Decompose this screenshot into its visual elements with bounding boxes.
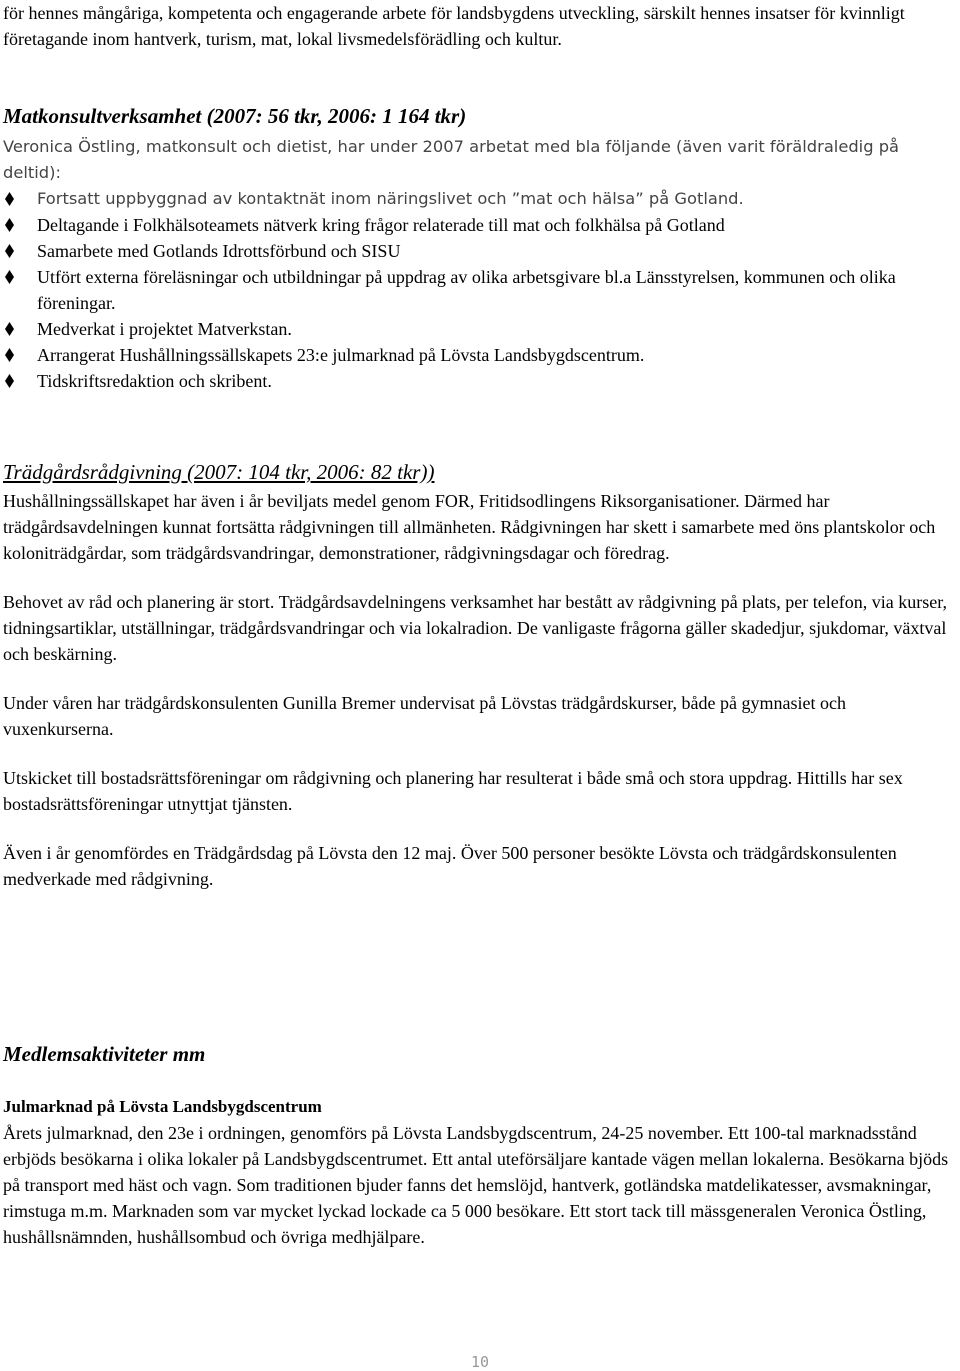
section-heading-tradgard: Trädgårdsrådgivning (2007: 104 tkr, 2006: 82 tkr)): [3, 460, 435, 484]
list-item: [3, 368, 960, 394]
list-item: [3, 212, 960, 238]
section-matkonsult: [3, 102, 960, 394]
list-item-text: Fortsatt uppbyggnad av kontaktnät inom näringslivet och ”mat och hälsa” på Gotland.: [37, 189, 744, 208]
page-number: 10: [470, 1353, 490, 1371]
matkonsult-list: [3, 186, 960, 394]
list-item: [3, 264, 960, 316]
list-item-text: Samarbete med Gotlands Idrottsförbund och SISU: [37, 241, 401, 261]
diamond-bullet-icon: [5, 192, 14, 206]
matkonsult-intro: Veronica Östling, matkonsult och dietist, har under 2007 arbetat med bla följande (även varit föräldraledig på deltid):: [3, 137, 900, 182]
section-heading-medlem: Medlemsaktiviteter mm: [3, 1042, 206, 1066]
list-item: [3, 342, 960, 368]
list-item: [3, 316, 960, 342]
diamond-bullet-icon: [5, 322, 14, 336]
list-item: [3, 186, 960, 212]
list-item-text: Tidskriftsredaktion och skribent.: [37, 371, 272, 391]
diamond-bullet-icon: [5, 374, 14, 388]
diamond-bullet-icon: [5, 244, 14, 258]
section-tradgard: [3, 458, 960, 892]
list-item-text: Arrangerat Hushållningssällskapets 23:e julmarknad på Lövsta Landsbygdscentrum.: [37, 345, 645, 365]
diamond-bullet-icon: [5, 348, 14, 362]
tradgard-paragraph-4: Utskicket till bostadsrättsföreningar om rådgivning och planering har resulterat i både små och stora uppdrag. Hittills har sex bostadsrättsföreningar utnyttjat tjänsten.: [3, 768, 903, 814]
section-medlem: [3, 1040, 960, 1250]
list-item: [3, 238, 960, 264]
subheading-julmarknad: Julmarknad på Lövsta Landsbygdscentrum: [3, 1097, 322, 1116]
list-item-text: Medverkat i projektet Matverkstan.: [37, 319, 292, 339]
tradgard-paragraph-5: Även i år genomfördes en Trädgårdsdag på Lövsta den 12 maj. Över 500 personer besökte Lövsta och trädgårdskonsulenten medverkade med rådgivning.: [3, 843, 897, 889]
intro-paragraph: för hennes mångåriga, kompetenta och engagerande arbete för landsbygdens utveckling, särskilt hennes insatser för kvinnligt företagande inom hantverk, turism, mat, lokal livsmedelsförädling och kultur.: [3, 3, 905, 49]
list-item-text: Utfört externa föreläsningar och utbildningar på uppdrag av olika arbetsgivare bl.a Länsstyrelsen, kommunen och olika föreningar.: [37, 267, 896, 313]
tradgard-paragraph-2: Behovet av råd och planering är stort. Trädgårdsavdelningens verksamhet har bestått av rådgivning på plats, per telefon, via kurser, tidningsartiklar, utställningar, trädgårdsvandringar och via lokalradion. De vanligaste frågorna gäller skadedjur, sjukdomar, växtval och beskärning.: [3, 592, 947, 664]
section-heading-matkonsult: Matkonsultverksamhet (2007: 56 tkr, 2006: 1 164 tkr): [3, 104, 467, 128]
diamond-bullet-icon: [5, 218, 14, 232]
diamond-bullet-icon: [5, 270, 14, 284]
tradgard-paragraph-3: Under våren har trädgårdskonsulenten Gunilla Bremer undervisat på Lövstas trädgårdskurser, både på gymnasiet och vuxenkurserna.: [3, 693, 847, 739]
julmarknad-paragraph: Årets julmarknad, den 23e i ordningen, genomförs på Lövsta Landsbygdscentrum, 24-25 november. Ett 100-tal marknadsstånd erbjöds besökarna i olika lokaler på Landsbygdscentrumet. Ett antal uteförsäljare kantade vägen mellan lokalerna. Besökarna bjöds på transport med häst och vagn. Som traditionen bjuder fanns det hemslöjd, hantverk, gotländska matdelikatesser, avsmakningar, rimstuga m.m. Marknaden som var mycket lyckad lockade ca 5 000 besökare. Ett stort tack till mässgeneralen Veronica Östling, hushållsnämnden, hushållsombud och övriga medhjälpare.: [3, 1123, 949, 1247]
tradgard-paragraph-1: Hushållningssällskapet har även i år beviljats medel genom FOR, Fritidsodlingens Riksorganisationer. Därmed har trädgårdsavdelningen kunnat fortsätta rådgivningen till allmänheten. Rådgivningen har skett i samarbete med öns plantskolor och koloniträdgårdar, som trädgårdsvandringar, demonstrationer, rådgivningsdagar och föredrag.: [3, 491, 936, 563]
list-item-text: Deltagande i Folkhälsoteamets nätverk kring frågor relaterade till mat och folkhälsa på Gotland: [37, 215, 725, 235]
